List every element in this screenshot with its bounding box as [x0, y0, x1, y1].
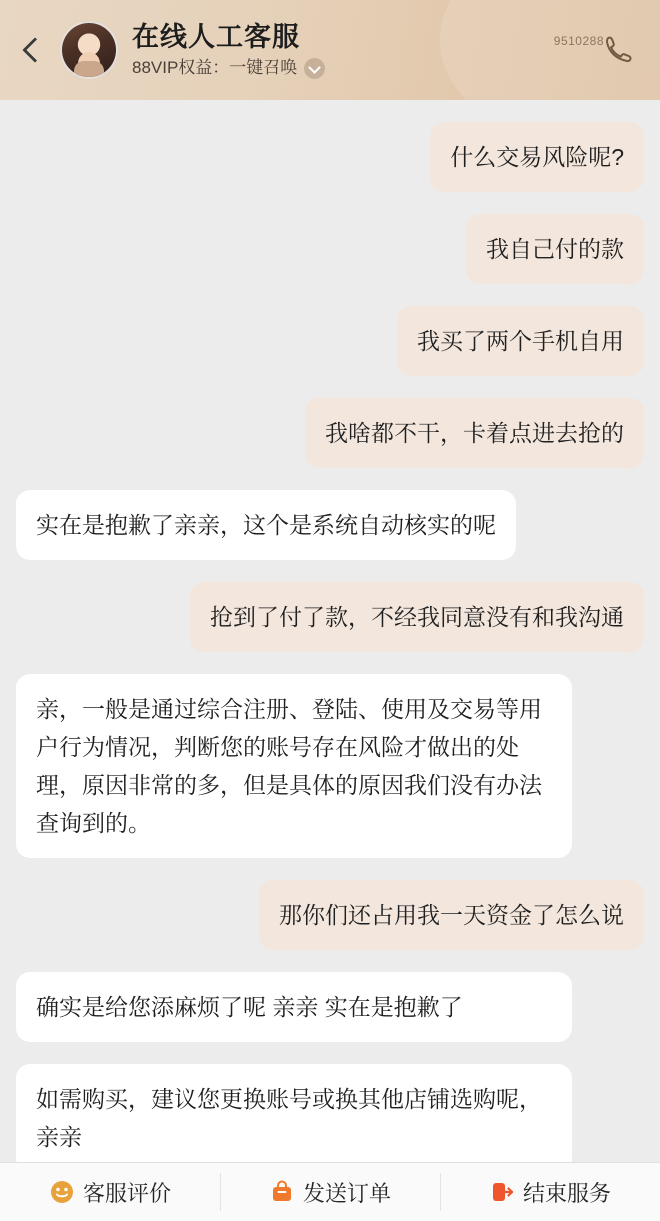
app-header	[0, 0, 660, 100]
back-button[interactable]	[18, 28, 52, 72]
header-right	[554, 30, 642, 70]
message-bubble: 确实是给您添麻烦了呢 亲亲 实在是抱歉了	[16, 972, 572, 1042]
end-service-label: 结束服务	[522, 1180, 611, 1206]
message-row	[16, 490, 644, 560]
message-row	[16, 582, 644, 652]
message-bubble: 实在是抱歉了亲亲，这个是系统自动核实的呢	[16, 490, 516, 560]
service-code: 9510288	[553, 34, 604, 48]
message-bubble: 那你们还占用我一天资金了怎么说	[259, 880, 644, 950]
end-service-button[interactable]	[440, 1163, 660, 1221]
message-bubble: 抢到了付了款，不经我同意没有和我沟通	[190, 582, 644, 652]
exit-icon	[489, 1179, 515, 1205]
header-subtitle-row[interactable]	[132, 57, 554, 79]
service-rating-label: 客服评价	[82, 1180, 171, 1206]
message-row	[16, 122, 644, 192]
message-row	[16, 1064, 644, 1162]
message-row	[16, 398, 644, 468]
vip-benefit-label: 88VIP权益：一键召唤	[132, 58, 298, 77]
phone-icon[interactable]	[598, 30, 638, 70]
chevron-down-circle-icon[interactable]	[304, 58, 325, 79]
smiley-icon	[49, 1179, 75, 1205]
chevron-left-icon	[22, 37, 47, 62]
service-rating-button[interactable]	[0, 1163, 220, 1221]
message-row	[16, 306, 644, 376]
message-row	[16, 880, 644, 950]
message-bubble: 我自己付的款	[466, 214, 644, 284]
page-title: 在线人工客服	[132, 22, 300, 52]
avatar[interactable]	[60, 21, 118, 79]
send-order-button[interactable]	[220, 1163, 440, 1221]
message-list[interactable]	[0, 100, 660, 1162]
send-order-label: 发送订单	[302, 1180, 391, 1206]
message-bubble: 我啥都不干，卡着点进去抢的	[305, 398, 644, 468]
message-row	[16, 674, 644, 858]
message-row	[16, 214, 644, 284]
message-bubble: 我买了两个手机自用	[397, 306, 644, 376]
header-texts	[132, 21, 554, 79]
message-bubble: 亲，一般是通过综合注册、登陆、使用及交易等用户行为情况，判断您的账号存在风险才做出的处理，原因非常的多，但是具体的原因我们没有办法查询到的。	[16, 674, 572, 858]
bag-icon	[269, 1179, 295, 1205]
message-row	[16, 972, 644, 1042]
message-bubble: 如需购买，建议您更换账号或换其他店铺选购呢，亲亲	[16, 1064, 572, 1162]
message-bubble: 什么交易风险呢?	[430, 122, 644, 192]
bottom-action-bar	[0, 1162, 660, 1221]
